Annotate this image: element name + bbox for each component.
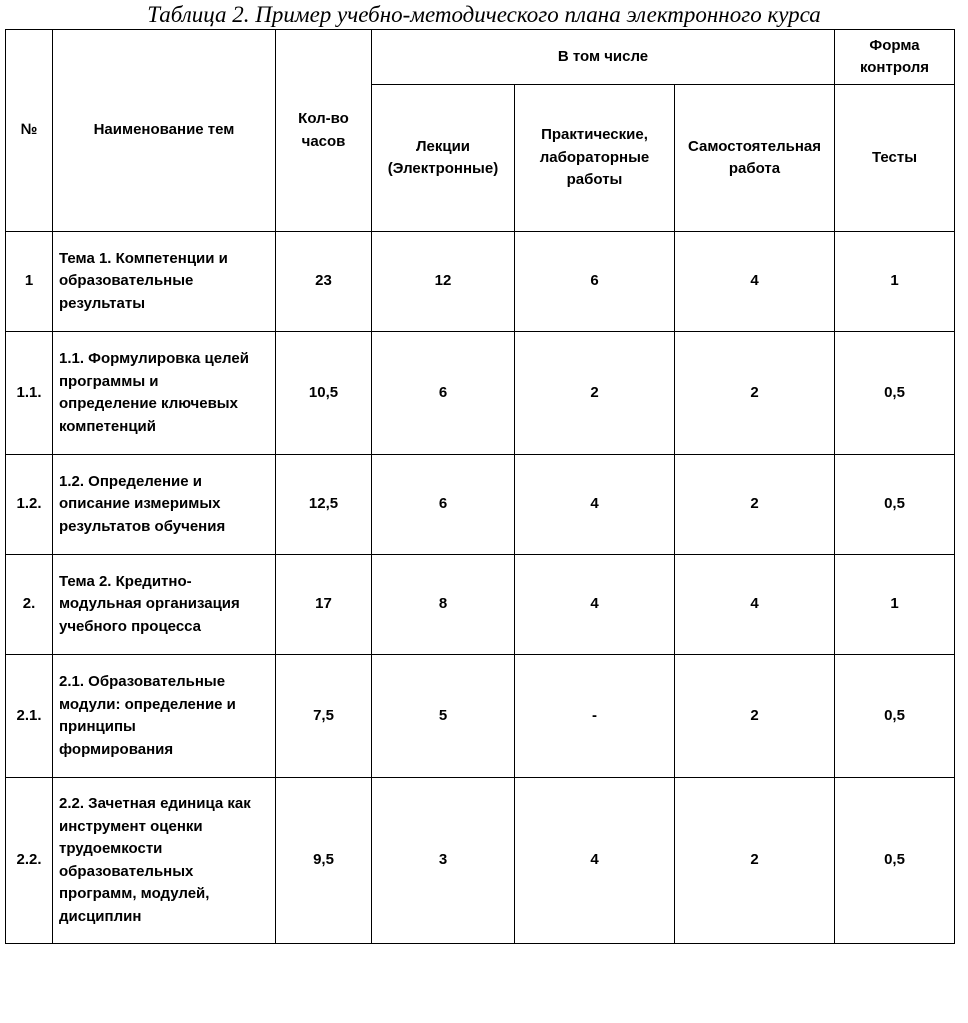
header-including: В том числе <box>372 30 835 85</box>
row-num: 1.2. <box>6 455 53 555</box>
row-hours: 7,5 <box>276 655 372 778</box>
topic-line: 2.1. Образовательные <box>59 673 226 690</box>
row-lectures: 6 <box>372 455 515 555</box>
row-lectures: 5 <box>372 655 515 778</box>
topic-line: дисциплин <box>59 907 142 925</box>
table-row <box>6 332 955 455</box>
row-selfwork: 4 <box>675 232 835 332</box>
row-selfwork: 2 <box>675 655 835 778</box>
header-selfwork-line: работа <box>728 160 781 177</box>
header-row-1 <box>6 30 955 85</box>
topic-line: программы и <box>59 372 159 390</box>
row-lectures: 3 <box>372 778 515 944</box>
topic-line: Тема 1. Компетенции и <box>59 249 228 267</box>
topic-line: программ, модулей, <box>59 885 210 902</box>
row-practical: 4 <box>515 555 675 655</box>
row-topic <box>53 332 276 455</box>
header-hours <box>276 30 372 232</box>
row-tests: 0,5 <box>835 332 955 455</box>
topic-line: образовательные <box>59 272 194 290</box>
row-hours: 23 <box>276 232 372 332</box>
header-selfwork-line: Самостоятельная <box>687 137 822 155</box>
row-selfwork: 2 <box>675 778 835 944</box>
row-tests: 1 <box>835 232 955 332</box>
row-topic <box>53 232 276 332</box>
table-caption: Таблица 2. Пример учебно-методического плана электронного курса <box>147 2 821 27</box>
row-selfwork: 2 <box>675 332 835 455</box>
row-selfwork: 2 <box>675 455 835 555</box>
header-tests: Тесты <box>835 85 955 232</box>
header-hours-line: Кол-во <box>298 110 349 127</box>
header-hours-line: часов <box>301 132 346 150</box>
table-row <box>6 655 955 778</box>
header-control-form <box>835 30 955 85</box>
row-tests: 0,5 <box>835 455 955 555</box>
row-tests: 1 <box>835 555 955 655</box>
header-practical <box>515 85 675 232</box>
row-lectures: 8 <box>372 555 515 655</box>
header-control-line: Форма <box>869 36 920 54</box>
header-practical-line: работы <box>566 171 623 189</box>
row-num: 1 <box>6 232 53 332</box>
row-num: 2.2. <box>6 778 53 944</box>
topic-line: образовательных <box>59 862 194 880</box>
row-hours: 9,5 <box>276 778 372 944</box>
header-selfwork <box>675 85 835 232</box>
topic-line: модули: определение и <box>59 695 236 713</box>
row-hours: 10,5 <box>276 332 372 455</box>
topic-line: Тема 2. Кредитно- <box>59 572 192 590</box>
row-tests: 0,5 <box>835 655 955 778</box>
table-row <box>6 455 955 555</box>
row-num: 2. <box>6 555 53 655</box>
topic-line: инструмент оценки <box>59 817 203 835</box>
row-topic <box>53 655 276 778</box>
header-lectures <box>372 85 515 232</box>
row-practical: 6 <box>515 232 675 332</box>
row-lectures: 6 <box>372 332 515 455</box>
header-num: № <box>6 30 53 232</box>
topic-line: определение ключевых <box>59 395 238 412</box>
row-selfwork: 4 <box>675 555 835 655</box>
row-hours: 17 <box>276 555 372 655</box>
row-topic <box>53 778 276 944</box>
row-topic <box>53 555 276 655</box>
topic-line: трудоемкости <box>59 840 163 857</box>
topic-line: учебного процесса <box>59 617 202 635</box>
topic-line: модульная организация <box>59 595 240 613</box>
row-hours: 12,5 <box>276 455 372 555</box>
row-practical: 4 <box>515 455 675 555</box>
row-topic <box>53 455 276 555</box>
header-lectures-line: Лекции <box>415 137 471 155</box>
row-lectures: 12 <box>372 232 515 332</box>
topic-line: описание измеримых <box>59 495 221 513</box>
topic-line: формирования <box>59 740 174 758</box>
topic-line: 1.1. Формулировка целей <box>59 350 249 367</box>
topic-line: 2.2. Зачетная единица как <box>59 795 251 812</box>
row-practical: 4 <box>515 778 675 944</box>
row-practical: - <box>515 655 675 778</box>
table-row <box>6 232 955 332</box>
header-lectures-line: (Электронные) <box>387 160 499 177</box>
row-tests: 0,5 <box>835 778 955 944</box>
header-control-line: контроля <box>859 59 930 76</box>
row-practical: 2 <box>515 332 675 455</box>
topic-line: принципы <box>59 718 136 735</box>
header-practical-line: лабораторные <box>539 148 650 166</box>
topic-line: результатов обучения <box>59 517 226 535</box>
row-num: 2.1. <box>6 655 53 778</box>
table-row <box>6 555 955 655</box>
study-plan-table <box>5 29 955 944</box>
topic-line: результаты <box>59 294 146 312</box>
topic-line: 1.2. Определение и <box>59 472 202 490</box>
header-topic: Наименование тем <box>53 30 276 232</box>
row-num: 1.1. <box>6 332 53 455</box>
header-practical-line: Практические, <box>541 126 648 144</box>
table-row <box>6 778 955 944</box>
topic-line: компетенций <box>59 417 156 435</box>
